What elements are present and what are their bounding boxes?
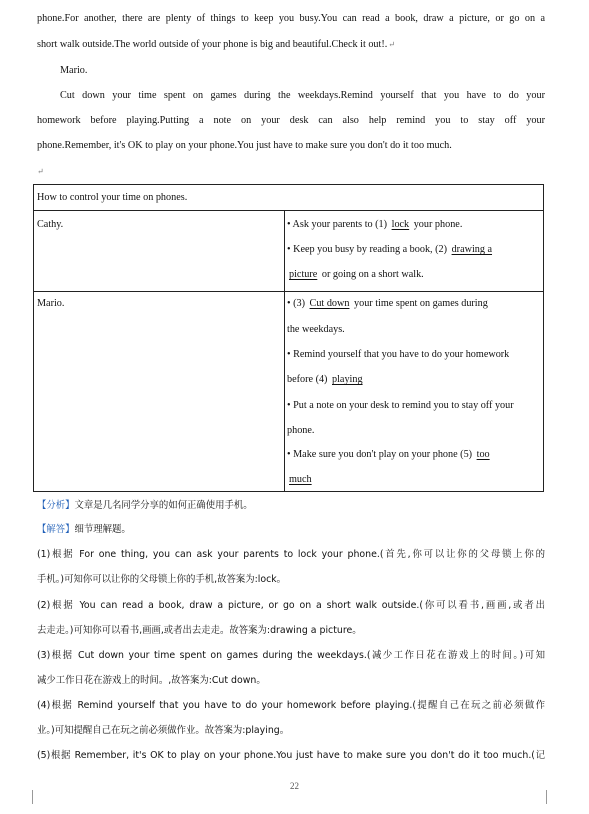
page-corner-mark <box>22 790 33 804</box>
explanation-2-line1: (2)根据 You can read a book, draw a picture, or go on a short walk outside.(你可以看书,画画,或者出 <box>37 600 545 611</box>
explanation-1-line2: 手机。)可知你可以让你的父母锁上你的手机,故答案为:lock。 <box>37 574 287 585</box>
answer-line: 【解答】细节理解题。 <box>37 524 131 535</box>
explanation-1-line1: (1)根据 For one thing, you can ask your parents to lock your phone.(首先,你可以让你的父母锁上你的 <box>37 549 545 560</box>
analysis-line: 【分析】文章是几名同学分享的如何正确使用手机。 <box>37 500 253 511</box>
explanation-5-line1: (5)根据 Remember, it's OK to play on your phone.You just have to make sure you don't do it too much.(记 <box>37 750 545 761</box>
explanation-4-line1: (4)根据 Remind yourself that you have to do your homework before playing.(提醒自己在玩之前必须做作 <box>37 700 545 711</box>
para1-line2: short walk outside.The world outside of your phone is big and beautiful.Check it out!.↵ <box>37 39 395 50</box>
explanation-3-line2: 减少工作日花在游戏上的时间。,故答案为:Cut down。 <box>37 675 266 686</box>
cathy-bullet-1: • Ask your parents to (1) lock your phone. <box>287 219 463 230</box>
cathy-bullet-2-cont: picture or going on a short walk. <box>289 269 424 280</box>
para2-line1: Cut down your time spent on games during the weekdays.Remind yourself that you have to do your <box>60 90 545 101</box>
summary-table <box>33 184 544 492</box>
mario-bullet-3-cont: phone. <box>287 425 315 436</box>
para1-line1: phone.For another, there are plenty of things to keep you busy.You can read a book, draw a picture, or go on a <box>37 13 545 24</box>
answer-label: 【解答】 <box>37 524 75 535</box>
table-row-divider <box>34 291 543 292</box>
mario-bullet-1: • (3) Cut down your time spent on games during <box>287 298 488 309</box>
empty-paragraph-mark: ↵ <box>37 167 44 176</box>
explanation-3-line1: (3)根据 Cut down your time spent on games during the weekdays.(减少工作日花在游戏上的时间。)可知 <box>37 650 545 661</box>
mario-bullet-2-cont: before (4) playing <box>287 374 363 385</box>
table-row-cathy-name: Cathy. <box>37 219 64 230</box>
table-header: How to control your time on phones. <box>37 192 188 203</box>
mario-bullet-3: • Put a note on your desk to remind you to stay off your <box>287 400 514 411</box>
mario-bullet-1-cont: the weekdays. <box>287 324 345 335</box>
page-corner-mark <box>546 790 557 804</box>
mario-bullet-4: • Make sure you don't play on your phone (5) too <box>287 449 490 460</box>
cathy-bullet-2: • Keep you busy by reading a book, (2) drawing a <box>287 244 493 255</box>
para2-line2: homework before playing.Putting a note on your desk can also help remind you to stay off your <box>37 115 545 126</box>
explanation-4-line2: 业。)可知提醒自己在玩之前必须做作业。故答案为:playing。 <box>37 725 290 736</box>
table-row-divider <box>34 210 543 211</box>
page-number: 22 <box>290 781 299 791</box>
mario-name: Mario. <box>60 65 88 76</box>
para2-line3: phone.Remember, it's OK to play on your phone.You just have to make sure you don't do it too much. <box>37 140 452 151</box>
explanation-2-line2: 去走走。)可知你可以看书,画画,或者出去走走。故答案为:drawing a picture。 <box>37 625 362 636</box>
table-column-divider <box>284 210 285 491</box>
analysis-label: 【分析】 <box>37 500 75 511</box>
mario-bullet-2: • Remind yourself that you have to do your homework <box>287 349 510 360</box>
table-row-mario-name: Mario. <box>37 298 65 309</box>
mario-bullet-4-cont: much <box>289 474 312 485</box>
